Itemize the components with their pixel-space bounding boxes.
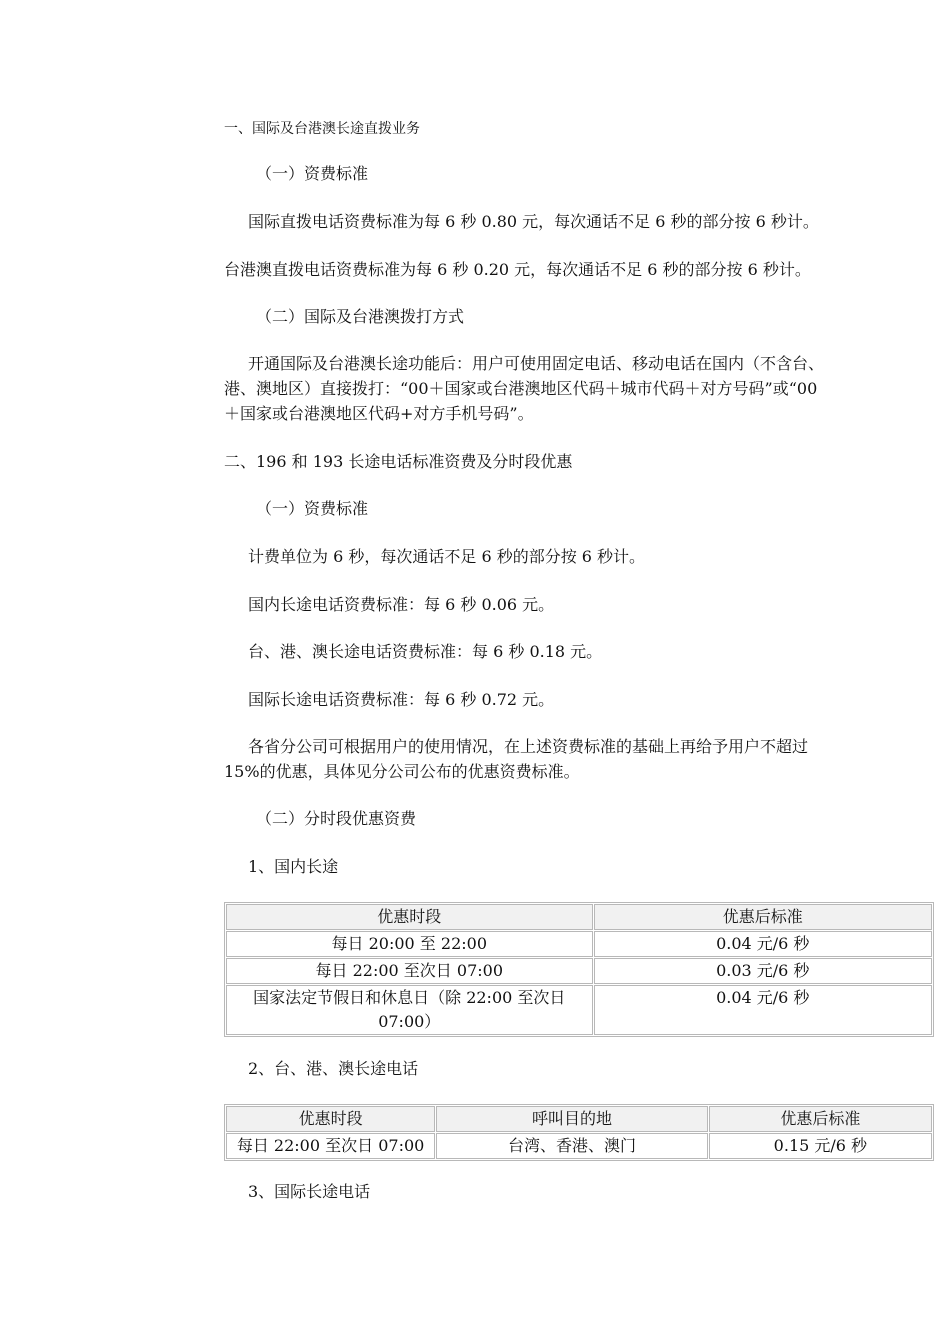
table-cell: 每日 20:00 至 22:00 [226,931,593,957]
table-cell: 台湾、香港、澳门 [436,1133,708,1159]
table-header-row [226,904,932,930]
section1-subheading-dialing: （二）国际及台港澳拨打方式 [256,307,465,326]
section1-paragraph-intl-rate: 国际直拨电话资费标准为每 6 秒 0.80 元，每次通话不足 6 秒的部分按 6 秒计。 [248,212,819,231]
item-hkmotw-long-distance: 2、台、港、澳长途电话 [248,1059,419,1078]
billing-unit-paragraph: 计费单位为 6 秒，每次通话不足 6 秒的部分按 6 秒计。 [248,547,646,566]
section2-subheading-time-discount: （二）分时段优惠资费 [256,809,417,828]
table-header-cell: 优惠后标准 [594,904,932,930]
intl-rate-paragraph: 国际长途电话资费标准：每 6 秒 0.72 元。 [248,690,555,709]
item-domestic-long-distance: 1、国内长途 [248,857,339,876]
table-cell: 0.15 元/6 秒 [709,1133,932,1159]
section2-subheading-tariff: （一）资费标准 [256,499,369,518]
table-header-row [226,1106,932,1132]
section2-title: 二、196 和 193 长途电话标准资费及分时段优惠 [224,452,573,471]
dialing-paragraph-line3: ＋国家或台港澳地区代码+对方手机号码”。 [224,404,534,423]
table-cell: 每日 22:00 至次日 07:00 [226,1133,435,1159]
domestic-discount-table [224,902,934,1037]
dialing-paragraph-line1: 开通国际及台港澳长途功能后：用户可使用固定电话、移动电话在国内（不含台、 [248,354,825,373]
table-cell: 0.04 元/6 秒 [594,985,932,1035]
table-cell: 每日 22:00 至次日 07:00 [226,958,593,984]
section1-title: 一、国际及台港澳长途直拨业务 [224,121,420,137]
table-header-cell: 优惠时段 [226,1106,435,1132]
table-row [226,985,932,1035]
hkmotw-discount-table [224,1104,934,1161]
table-row [226,1133,932,1159]
table-row [226,958,932,984]
table-cell: 0.03 元/6 秒 [594,958,932,984]
hkmotw-rate-paragraph: 台、港、澳长途电话资费标准：每 6 秒 0.18 元。 [248,642,603,661]
table-row [226,931,932,957]
table-header-cell: 呼叫目的地 [436,1106,708,1132]
item-intl-long-distance: 3、国际长途电话 [248,1182,371,1201]
domestic-rate-paragraph: 国内长途电话资费标准：每 6 秒 0.06 元。 [248,595,555,614]
table-header-cell: 优惠时段 [226,904,593,930]
table-header-cell: 优惠后标准 [709,1106,932,1132]
discount-paragraph-line2: 15%的优惠，具体见分公司公布的优惠资费标准。 [224,762,580,781]
section1-paragraph-hkmotw-rate: 台港澳直拨电话资费标准为每 6 秒 0.20 元，每次通话不足 6 秒的部分按 6 秒计。 [224,260,811,279]
table-cell: 国家法定节假日和休息日（除 22:00 至次日 07:00） [226,985,593,1035]
discount-paragraph-line1: 各省分公司可根据用户的使用情况，在上述资费标准的基础上再给予用户不超过 [248,737,809,756]
table-cell: 0.04 元/6 秒 [594,931,932,957]
dialing-paragraph-line2: 港、澳地区）直接拨打：“00＋国家或台港澳地区代码＋城市代码＋对方号码”或“00 [224,379,818,398]
section1-subheading-tariff: （一）资费标准 [256,164,369,183]
